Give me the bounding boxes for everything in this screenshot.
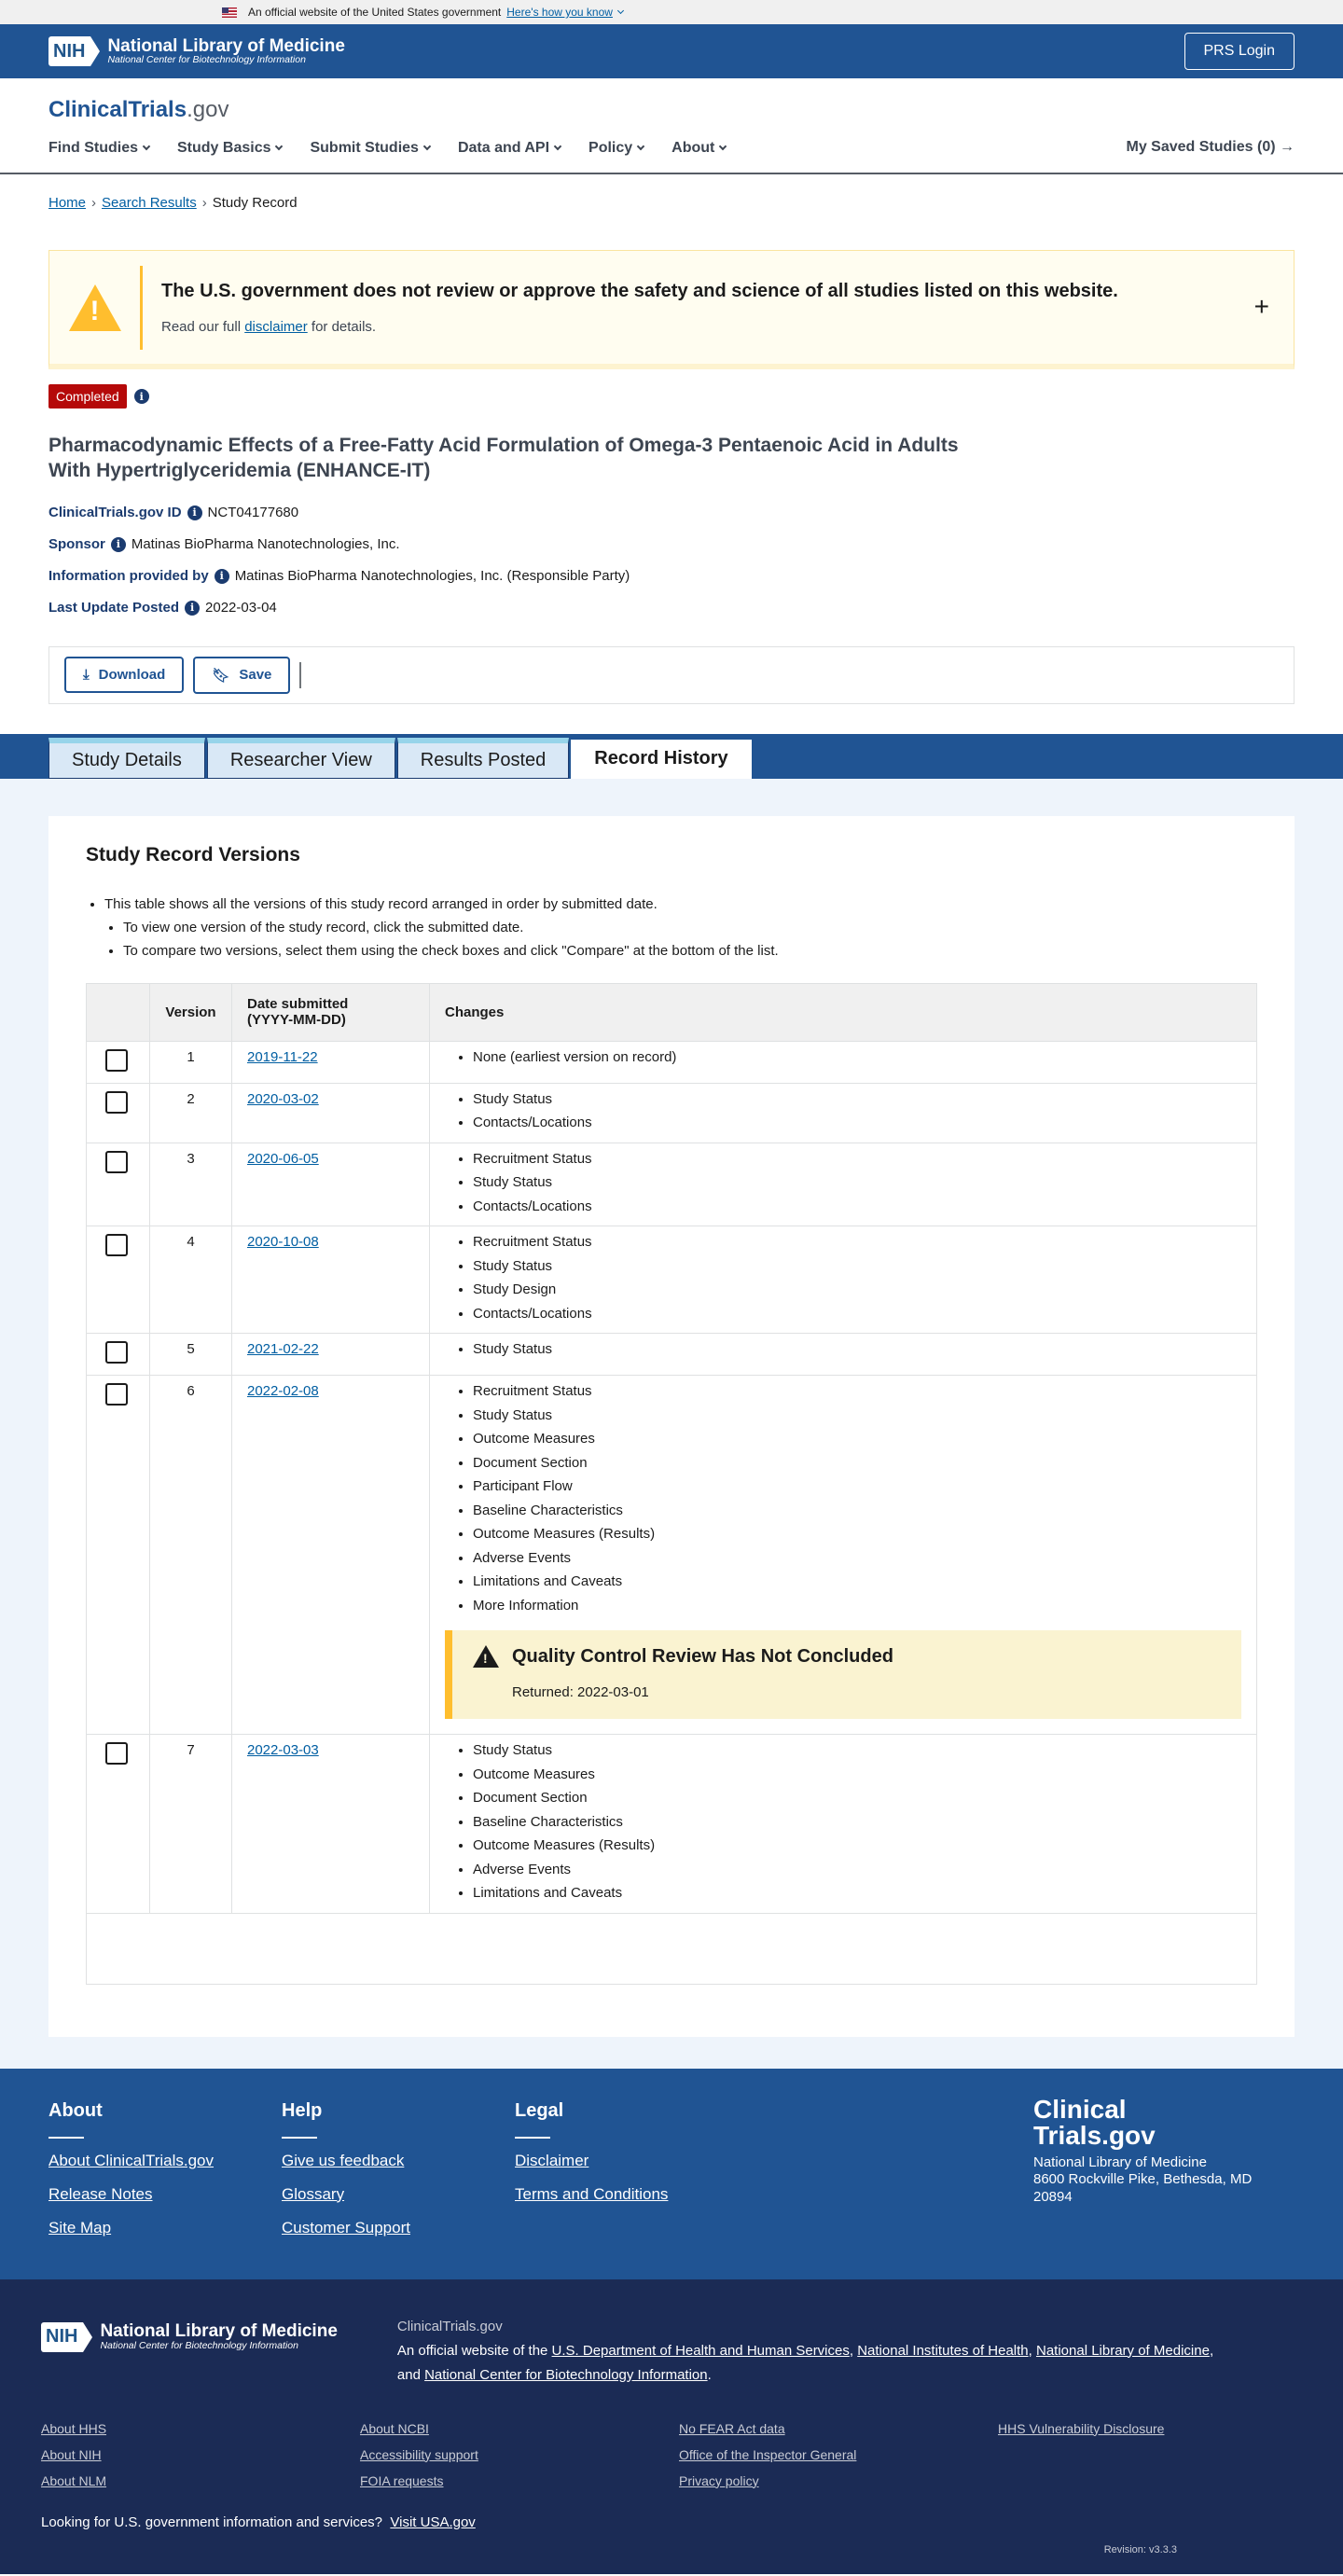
warning-icon: ! bbox=[473, 1645, 499, 1668]
version-checkbox[interactable] bbox=[105, 1049, 128, 1072]
footer-about-heading: About bbox=[48, 2099, 103, 2121]
versions-table bbox=[86, 983, 1257, 1985]
change-item: • Study Status bbox=[473, 1337, 1241, 1362]
notice-text-pre: Read our full bbox=[161, 318, 245, 335]
qc-returned: Returned: 2022-03-01 bbox=[512, 1684, 649, 1701]
version-checkbox[interactable] bbox=[105, 1091, 128, 1114]
footer-bottom-link[interactable]: Accessibility support bbox=[360, 2446, 478, 2462]
intro-item bbox=[104, 893, 1257, 963]
chevron-right-icon: › bbox=[91, 195, 97, 211]
footer-logo[interactable] bbox=[1033, 2094, 1267, 2150]
chevron-down-icon bbox=[143, 143, 150, 150]
footer-about bbox=[48, 2100, 282, 2255]
footer-link[interactable]: Give us feedback bbox=[282, 2151, 405, 2169]
version-date-link[interactable]: 2020-06-05 bbox=[247, 1150, 319, 1167]
us-flag-icon bbox=[222, 7, 237, 18]
usa-gov-line bbox=[41, 2514, 1302, 2530]
sponsor-label: Sponsor bbox=[48, 536, 105, 553]
sponsor-value: Matinas BioPharma Nanotechnologies, Inc. bbox=[131, 536, 400, 553]
version-date-link[interactable]: 2021-02-22 bbox=[247, 1341, 319, 1358]
version-date-link[interactable]: 2020-10-08 bbox=[247, 1234, 319, 1251]
tab-researcher-view[interactable]: Researcher View bbox=[207, 738, 395, 779]
gov-banner-text: An official website of the United States government bbox=[248, 6, 502, 19]
footer-bottom-link[interactable]: No FEAR Act data bbox=[679, 2420, 785, 2436]
nlm-title: National Library of Medicine bbox=[100, 2321, 338, 2342]
version-number: 6 bbox=[150, 1376, 232, 1735]
versions-heading: Study Record Versions bbox=[86, 843, 300, 866]
last-update-value: 2022-03-04 bbox=[205, 600, 277, 616]
change-item: • Study Status bbox=[473, 1254, 1241, 1279]
last-update-label: Last Update Posted bbox=[48, 600, 180, 616]
logo-main: ClinicalTrials bbox=[48, 97, 187, 122]
change-item: • Recruitment Status bbox=[473, 1147, 1241, 1171]
intro-sub-item: • To view one version of the study record, click the submitted date. bbox=[123, 916, 1257, 939]
col-date-line1: Date submitted bbox=[247, 996, 349, 1013]
bookmark-icon: 🔖︎ bbox=[212, 667, 230, 684]
footer-brand bbox=[1033, 2094, 1267, 2207]
changes-list bbox=[445, 1046, 1241, 1070]
tab-bar bbox=[0, 734, 1343, 779]
version-date-link[interactable]: 2022-02-08 bbox=[247, 1383, 319, 1400]
change-item: • More Information bbox=[473, 1594, 1241, 1618]
chevron-right-icon: › bbox=[201, 195, 207, 211]
footer-logo-line1: Clinical bbox=[1033, 2094, 1127, 2124]
table-footer-row bbox=[87, 1913, 1257, 1984]
notice-text-post: for details. bbox=[307, 318, 377, 335]
nav-submit-studies[interactable] bbox=[310, 140, 429, 157]
provided-by-value: Matinas BioPharma Nanotechnologies, Inc. (Responsible Party) bbox=[234, 568, 630, 585]
footer-bottom-link[interactable]: FOIA requests bbox=[360, 2472, 444, 2488]
change-item: • Study Design bbox=[473, 1278, 1241, 1302]
nav-label: Policy bbox=[588, 140, 633, 156]
chevron-down-icon bbox=[554, 143, 561, 150]
footer-bottom-link[interactable]: About NIH bbox=[41, 2446, 102, 2462]
chevron-down-icon bbox=[637, 143, 644, 150]
nih-badge: NIH bbox=[48, 36, 90, 66]
gov-banner bbox=[0, 0, 1343, 24]
footer-bottom-link[interactable]: About HHS bbox=[41, 2420, 107, 2436]
table-row bbox=[87, 1376, 1257, 1735]
info-icon[interactable]: i bbox=[215, 569, 229, 584]
change-item: • Baseline Characteristics bbox=[473, 1499, 1241, 1523]
footer-bottom-link[interactable]: Privacy policy bbox=[679, 2472, 759, 2488]
footer-help-heading: Help bbox=[282, 2099, 323, 2121]
change-item: • Adverse Events bbox=[473, 1546, 1241, 1571]
footer-link[interactable]: Release Notes bbox=[48, 2184, 153, 2203]
changes-list bbox=[445, 1087, 1241, 1135]
saved-studies-link[interactable] bbox=[1127, 139, 1295, 156]
qc-alert bbox=[445, 1630, 1241, 1719]
status-badge: Completed bbox=[48, 384, 127, 409]
disclaimer-notice bbox=[48, 250, 1295, 369]
footer-org: National Library of Medicine bbox=[1033, 2154, 1207, 2170]
nlm-logo[interactable] bbox=[48, 36, 345, 66]
breadcrumb-search-results[interactable]: Search Results bbox=[102, 195, 197, 211]
study-meta bbox=[48, 497, 1295, 624]
changes-list bbox=[445, 1337, 1241, 1362]
footer-link[interactable]: Disclaimer bbox=[515, 2151, 589, 2169]
version-number: 5 bbox=[150, 1334, 232, 1376]
record-history-section bbox=[0, 779, 1343, 2069]
breadcrumb-home[interactable]: Home bbox=[48, 195, 87, 211]
footer-gov-text: An official website of the bbox=[396, 2342, 548, 2359]
divider bbox=[299, 662, 301, 688]
footer-gov-statement: ClinicalTrials.gov An official website of the U.S. Department of Health and Human Services, National Institutes of Health, National Library of Medicine, and National Center for Biotechnology Information. bbox=[397, 2315, 1213, 2388]
footer-bottom-link[interactable]: About NCBI bbox=[360, 2420, 429, 2436]
change-item: • Contacts/Locations bbox=[473, 1302, 1241, 1326]
tab-study-details[interactable]: Study Details bbox=[48, 738, 205, 779]
download-label: Download bbox=[98, 667, 166, 684]
nav-label: Submit Studies bbox=[310, 140, 419, 156]
changes-list bbox=[445, 1147, 1241, 1219]
table-row bbox=[87, 1041, 1257, 1083]
footer-bottom bbox=[0, 2279, 1343, 2574]
nih-link[interactable]: National Institutes of Health bbox=[857, 2342, 1029, 2359]
change-item: • Adverse Events bbox=[473, 1858, 1241, 1882]
change-item: • Outcome Measures bbox=[473, 1763, 1241, 1787]
footer-link[interactable]: Site Map bbox=[48, 2218, 112, 2237]
qc-title: Quality Control Review Has Not Concluded bbox=[512, 1645, 893, 1667]
nav-label: Study Basics bbox=[177, 140, 271, 156]
col-select bbox=[87, 983, 150, 1041]
version-date-link[interactable]: 2020-03-02 bbox=[247, 1090, 319, 1107]
usa-text: Looking for U.S. government information and services? bbox=[41, 2514, 383, 2530]
change-item: • Recruitment Status bbox=[473, 1230, 1241, 1254]
revision: Revision: v3.3.3 bbox=[1103, 2543, 1177, 2555]
disclaimer-link[interactable]: disclaimer bbox=[244, 318, 308, 335]
logo-gov: .gov bbox=[187, 97, 229, 122]
gov-banner-link[interactable]: Here's how you know bbox=[506, 6, 613, 19]
col-date-line2: (YYYY-MM-DD) bbox=[247, 1012, 346, 1029]
intro-text: This table shows all the versions of this study record arranged in order by submitted date. bbox=[104, 895, 658, 912]
change-item: • Document Section bbox=[473, 1786, 1241, 1810]
main-nav bbox=[48, 140, 1295, 157]
nih-header bbox=[0, 24, 1343, 78]
change-item: • Outcome Measures (Results) bbox=[473, 1522, 1241, 1546]
nlm-title: National Library of Medicine bbox=[107, 35, 345, 56]
nav-data-and-api[interactable] bbox=[458, 140, 561, 157]
version-checkbox[interactable] bbox=[105, 1383, 128, 1406]
footer-bottom-links bbox=[41, 2421, 1302, 2488]
ncbi-subtitle: National Center for Biotechnology Information bbox=[100, 2340, 298, 2352]
footer-legal bbox=[515, 2100, 748, 2255]
footer-top bbox=[0, 2069, 1343, 2279]
footer-legal-heading: Legal bbox=[515, 2099, 564, 2121]
intro-list bbox=[86, 893, 1257, 963]
expand-plus-icon[interactable]: + bbox=[1253, 292, 1269, 321]
version-date-link[interactable]: 2022-03-03 bbox=[247, 1742, 319, 1759]
info-icon[interactable]: i bbox=[111, 537, 126, 552]
tab-record-history[interactable]: Record History bbox=[571, 740, 751, 779]
clinicaltrials-logo[interactable] bbox=[48, 78, 1295, 123]
tab-results-posted[interactable]: Results Posted bbox=[397, 738, 570, 779]
changes-list bbox=[445, 1379, 1241, 1617]
table-row bbox=[87, 1083, 1257, 1143]
save-label: Save bbox=[239, 667, 272, 684]
nav-label: About bbox=[672, 140, 715, 156]
chevron-down-icon bbox=[275, 143, 283, 150]
intro-sub-item: • To compare two versions, select them using the check boxes and click "Compare" at the bottom of the list. bbox=[123, 939, 1257, 963]
footer-link[interactable]: Glossary bbox=[282, 2184, 345, 2203]
save-button[interactable] bbox=[193, 657, 290, 694]
nav-about[interactable] bbox=[672, 140, 726, 157]
footer-bottom-link[interactable]: HHS Vulnerability Disclosure bbox=[998, 2420, 1165, 2436]
change-item: • Contacts/Locations bbox=[473, 1111, 1241, 1135]
version-checkbox[interactable] bbox=[105, 1742, 128, 1765]
provided-by-label: Information provided by bbox=[48, 568, 209, 585]
change-item: • Contacts/Locations bbox=[473, 1195, 1241, 1219]
study-title: Pharmacodynamic Effects of a Free-Fatty Acid Formulation of Omega-3 Pentaenoic Acid in Adults With Hypertriglyceridemia (ENHANCE-IT) bbox=[48, 435, 959, 482]
info-icon[interactable]: i bbox=[185, 601, 200, 616]
table-row bbox=[87, 1735, 1257, 1914]
version-number: 3 bbox=[150, 1143, 232, 1226]
change-item: • None (earliest version on record) bbox=[473, 1046, 1241, 1070]
col-version: Version bbox=[150, 983, 232, 1041]
footer-and: and bbox=[396, 2366, 421, 2383]
footer-site-label: ClinicalTrials.gov bbox=[396, 2318, 503, 2334]
action-bar bbox=[48, 646, 1295, 704]
change-item: • Participant Flow bbox=[473, 1475, 1241, 1499]
footer-address2: 20894 bbox=[1033, 2189, 1073, 2206]
version-checkbox[interactable] bbox=[105, 1341, 128, 1364]
version-number: 4 bbox=[150, 1226, 232, 1334]
version-checkbox[interactable] bbox=[105, 1234, 128, 1256]
breadcrumb bbox=[48, 174, 1295, 211]
change-item: • Study Status bbox=[473, 1087, 1241, 1112]
change-item: • Study Status bbox=[473, 1404, 1241, 1428]
info-icon[interactable]: i bbox=[187, 506, 202, 520]
change-item: • Study Status bbox=[473, 1170, 1241, 1195]
table-row bbox=[87, 1334, 1257, 1376]
version-date-link[interactable]: 2019-11-22 bbox=[247, 1048, 318, 1065]
usa-gov-link[interactable]: Visit USA.gov bbox=[390, 2514, 476, 2530]
ncbi-subtitle: National Center for Biotechnology Information bbox=[107, 54, 306, 66]
change-item: • Study Status bbox=[473, 1738, 1241, 1763]
footer-address bbox=[1033, 2154, 1267, 2207]
change-item: • Limitations and Caveats bbox=[473, 1570, 1241, 1594]
change-item: • Outcome Measures bbox=[473, 1427, 1241, 1451]
notice-title: The U.S. government does not review or approve the safety and science of all studies listed on this website. bbox=[161, 280, 1118, 301]
study-id: NCT04177680 bbox=[207, 505, 299, 521]
nav-policy[interactable] bbox=[588, 140, 644, 157]
prs-login-button[interactable]: PRS Login bbox=[1184, 33, 1295, 70]
warning-icon: ! bbox=[69, 284, 121, 331]
changes-list bbox=[445, 1230, 1241, 1325]
nav-study-basics[interactable] bbox=[177, 140, 282, 157]
footer-link[interactable]: About ClinicalTrials.gov bbox=[48, 2151, 214, 2169]
change-item: • Outcome Measures (Results) bbox=[473, 1834, 1241, 1858]
hhs-link[interactable]: U.S. Department of Health and Human Services bbox=[551, 2342, 850, 2359]
table-row bbox=[87, 1143, 1257, 1226]
breadcrumb-current: Study Record bbox=[212, 195, 298, 211]
footer-bottom-link[interactable]: Office of the Inspector General bbox=[679, 2446, 857, 2462]
footer-nlm-logo[interactable] bbox=[41, 2322, 338, 2352]
saved-studies-label: My Saved Studies (0) bbox=[1126, 139, 1276, 155]
download-button[interactable] bbox=[64, 657, 184, 693]
id-label: ClinicalTrials.gov ID bbox=[48, 505, 182, 521]
nav-label: Find Studies bbox=[48, 140, 138, 156]
nav-find-studies[interactable] bbox=[48, 140, 149, 157]
nav-label: Data and API bbox=[457, 140, 550, 156]
footer-bottom-link[interactable]: About NLM bbox=[41, 2472, 107, 2488]
col-changes: Changes bbox=[430, 983, 1257, 1041]
version-number: 1 bbox=[150, 1041, 232, 1083]
table-row bbox=[87, 1226, 1257, 1334]
version-number: 7 bbox=[150, 1735, 232, 1914]
change-item: • Limitations and Caveats bbox=[473, 1881, 1241, 1905]
nih-badge: NIH bbox=[41, 2322, 83, 2352]
col-date bbox=[232, 983, 430, 1041]
nlm-link[interactable]: National Library of Medicine bbox=[1036, 2342, 1210, 2359]
chevron-down-icon bbox=[617, 7, 624, 13]
arrow-right-icon: → bbox=[1280, 139, 1295, 155]
change-item: • Document Section bbox=[473, 1451, 1241, 1475]
chevron-down-icon bbox=[719, 143, 727, 150]
changes-list bbox=[445, 1738, 1241, 1905]
info-icon[interactable]: i bbox=[134, 389, 149, 404]
version-number: 2 bbox=[150, 1083, 232, 1143]
notice-text bbox=[161, 319, 1118, 335]
site-header bbox=[0, 78, 1343, 174]
footer-logo-line2: Trials.gov bbox=[1033, 2120, 1156, 2150]
footer-address1: 8600 Rockville Pike, Bethesda, MD bbox=[1033, 2171, 1253, 2188]
chevron-down-icon bbox=[423, 143, 431, 150]
download-icon: ⤓ bbox=[83, 667, 90, 684]
footer-link[interactable]: Customer Support bbox=[282, 2218, 410, 2237]
change-item: • Recruitment Status bbox=[473, 1379, 1241, 1404]
ncbi-link[interactable]: National Center for Biotechnology Information bbox=[424, 2366, 708, 2383]
version-checkbox[interactable] bbox=[105, 1151, 128, 1173]
footer-help bbox=[282, 2100, 515, 2255]
footer-link[interactable]: Terms and Conditions bbox=[515, 2184, 669, 2203]
change-item: • Baseline Characteristics bbox=[473, 1810, 1241, 1835]
